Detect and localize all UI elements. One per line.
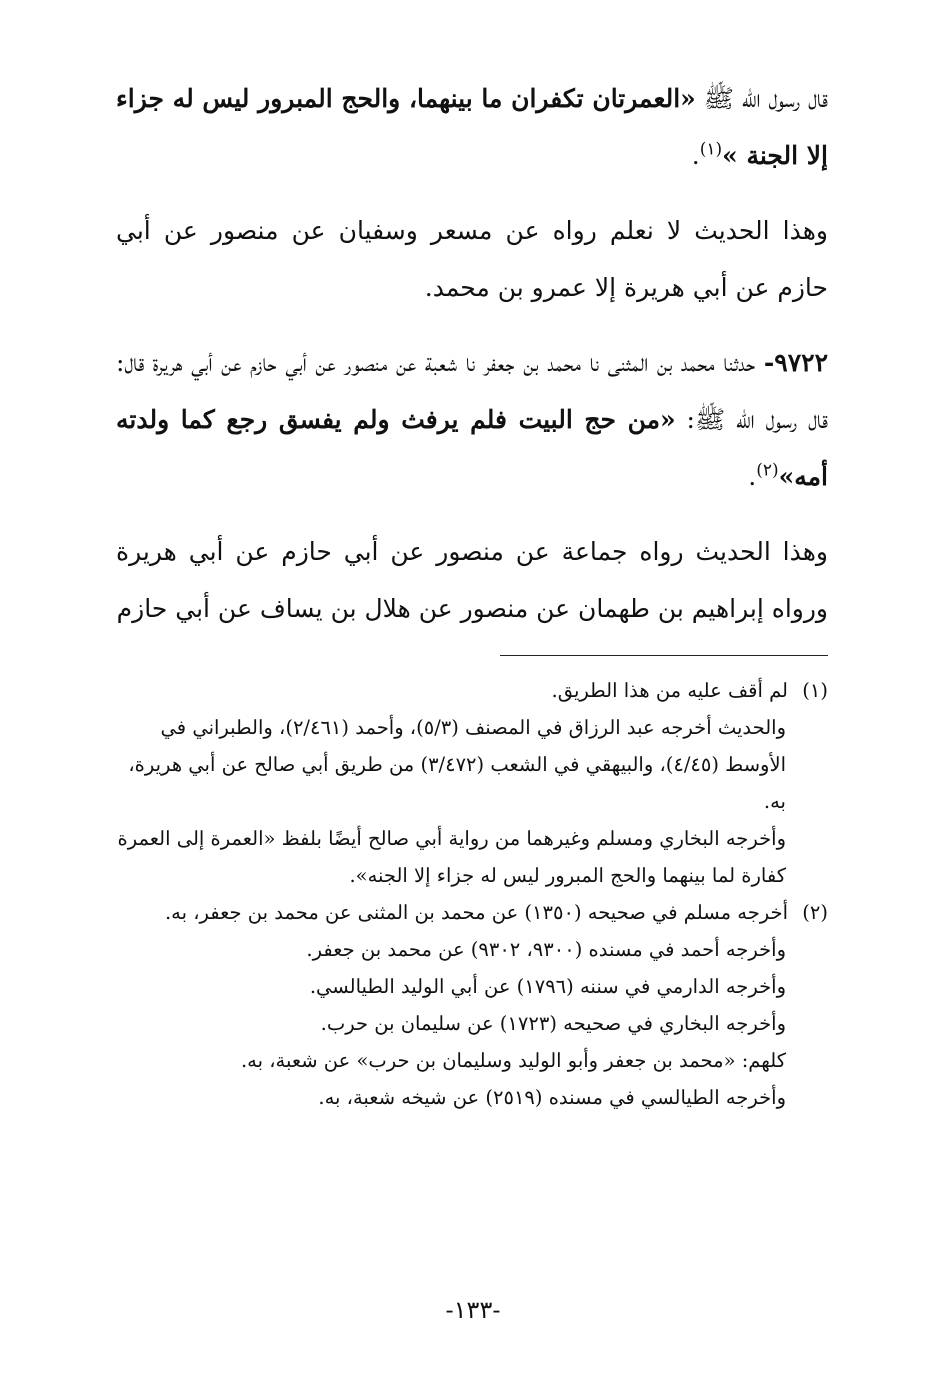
footnote-2-line-3: وأخرجه الدارمي في سننه (١٧٩٦) عن أبي الوليد الطيالسي. xyxy=(309,975,786,998)
paragraph-4: وهذا الحديث رواه جماعة عن منصور عن أبي حازم عن أبي هريرة ورواه إبراهيم بن طهمان عن منصور عن هلال بن يساف عن أبي حازم xyxy=(116,537,828,623)
page-number: -١٣٣- xyxy=(445,1296,501,1324)
paragraph-3-end: . xyxy=(748,462,757,491)
hadith-text-2: «من حج البيت فلم يرفث ولم يفسق رجع كما ولدته أمه» xyxy=(116,405,828,491)
paragraph-1 xyxy=(116,70,828,184)
hadith-text-1: «العمرتان تكفران ما بينهما، والحج المبرور ليس له جزاء إلا الجنة » xyxy=(116,84,828,170)
footnote-2-mark: (٢) xyxy=(802,901,828,924)
hadith-number: ٩٧٢٢- xyxy=(763,348,828,377)
footnote-1-line-1 xyxy=(116,672,828,709)
footnote-2-line-5: كلهم: «محمد بن جعفر وأبو الوليد وسليمان بن حرب» عن شعبة، به. xyxy=(240,1049,786,1072)
footnote-2-line-4: وأخرجه البخاري في صحيحه (١٧٢٣) عن سليمان بن حرب. xyxy=(320,1012,786,1035)
paragraph-3-chain: حدثنا محمد بن المثنى نا محمد بن جعفر نا شعبة عن منصور عن أبي حازم عن أبي هريرة قال: قال رسول الله ﷺ: xyxy=(116,348,828,434)
footnote-ref-1: (١) xyxy=(699,139,723,160)
footnote-separator xyxy=(500,655,828,656)
footnote-1-line-3: وأخرجه البخاري ومسلم وغيرهما من رواية أبي صالح أيضًا بلفظ «العمرة إلى العمرة كفارة لما بينهما والحج المبرور ليس له جزاء إلا الجنه». xyxy=(117,827,786,887)
footnote-2-line-2: وأخرجه أحمد في مسنده (٩٣٠٠، ٩٣٠٢) عن محمد بن جعفر. xyxy=(306,938,786,961)
footnote-2-text-1: أخرجه مسلم في صحيحه (١٣٥٠) عن محمد بن المثنى عن محمد بن جعفر، به. xyxy=(164,901,788,924)
footnote-1-line-2: والحديث أخرجه عبد الرزاق في المصنف (٥/٣)، وأحمد (٢/٤٦١)، والطبراني في الأوسط (٤/٤٥)، والبيهقي في الشعب (٣/٤٧٢) من طريق أبي صالح عن أبي هريرة، به. xyxy=(128,716,786,813)
footnote-2-line-1 xyxy=(116,894,828,931)
paragraph-2: وهذا الحديث لا نعلم رواه عن مسعر وسفيان عن منصور عن أبي حازم عن أبي هريرة إلا عمرو بن محمد. xyxy=(116,216,828,302)
footnotes xyxy=(116,672,828,1116)
footnote-1-mark: (١) xyxy=(802,679,828,702)
footnote-2-line-6: وأخرجه الطيالسي في مسنده (٢٥١٩) عن شيخه شعبة، به. xyxy=(318,1086,786,1109)
paragraph-3 xyxy=(116,334,828,505)
paragraph-1-intro: قال رسول الله ﷺ xyxy=(695,84,828,113)
page-body xyxy=(116,70,828,1116)
paragraph-1-end: . xyxy=(691,141,700,170)
footnote-ref-2: (٢) xyxy=(756,460,779,481)
footnote-1-text-1: لم أقف عليه من هذا الطريق. xyxy=(551,679,788,702)
